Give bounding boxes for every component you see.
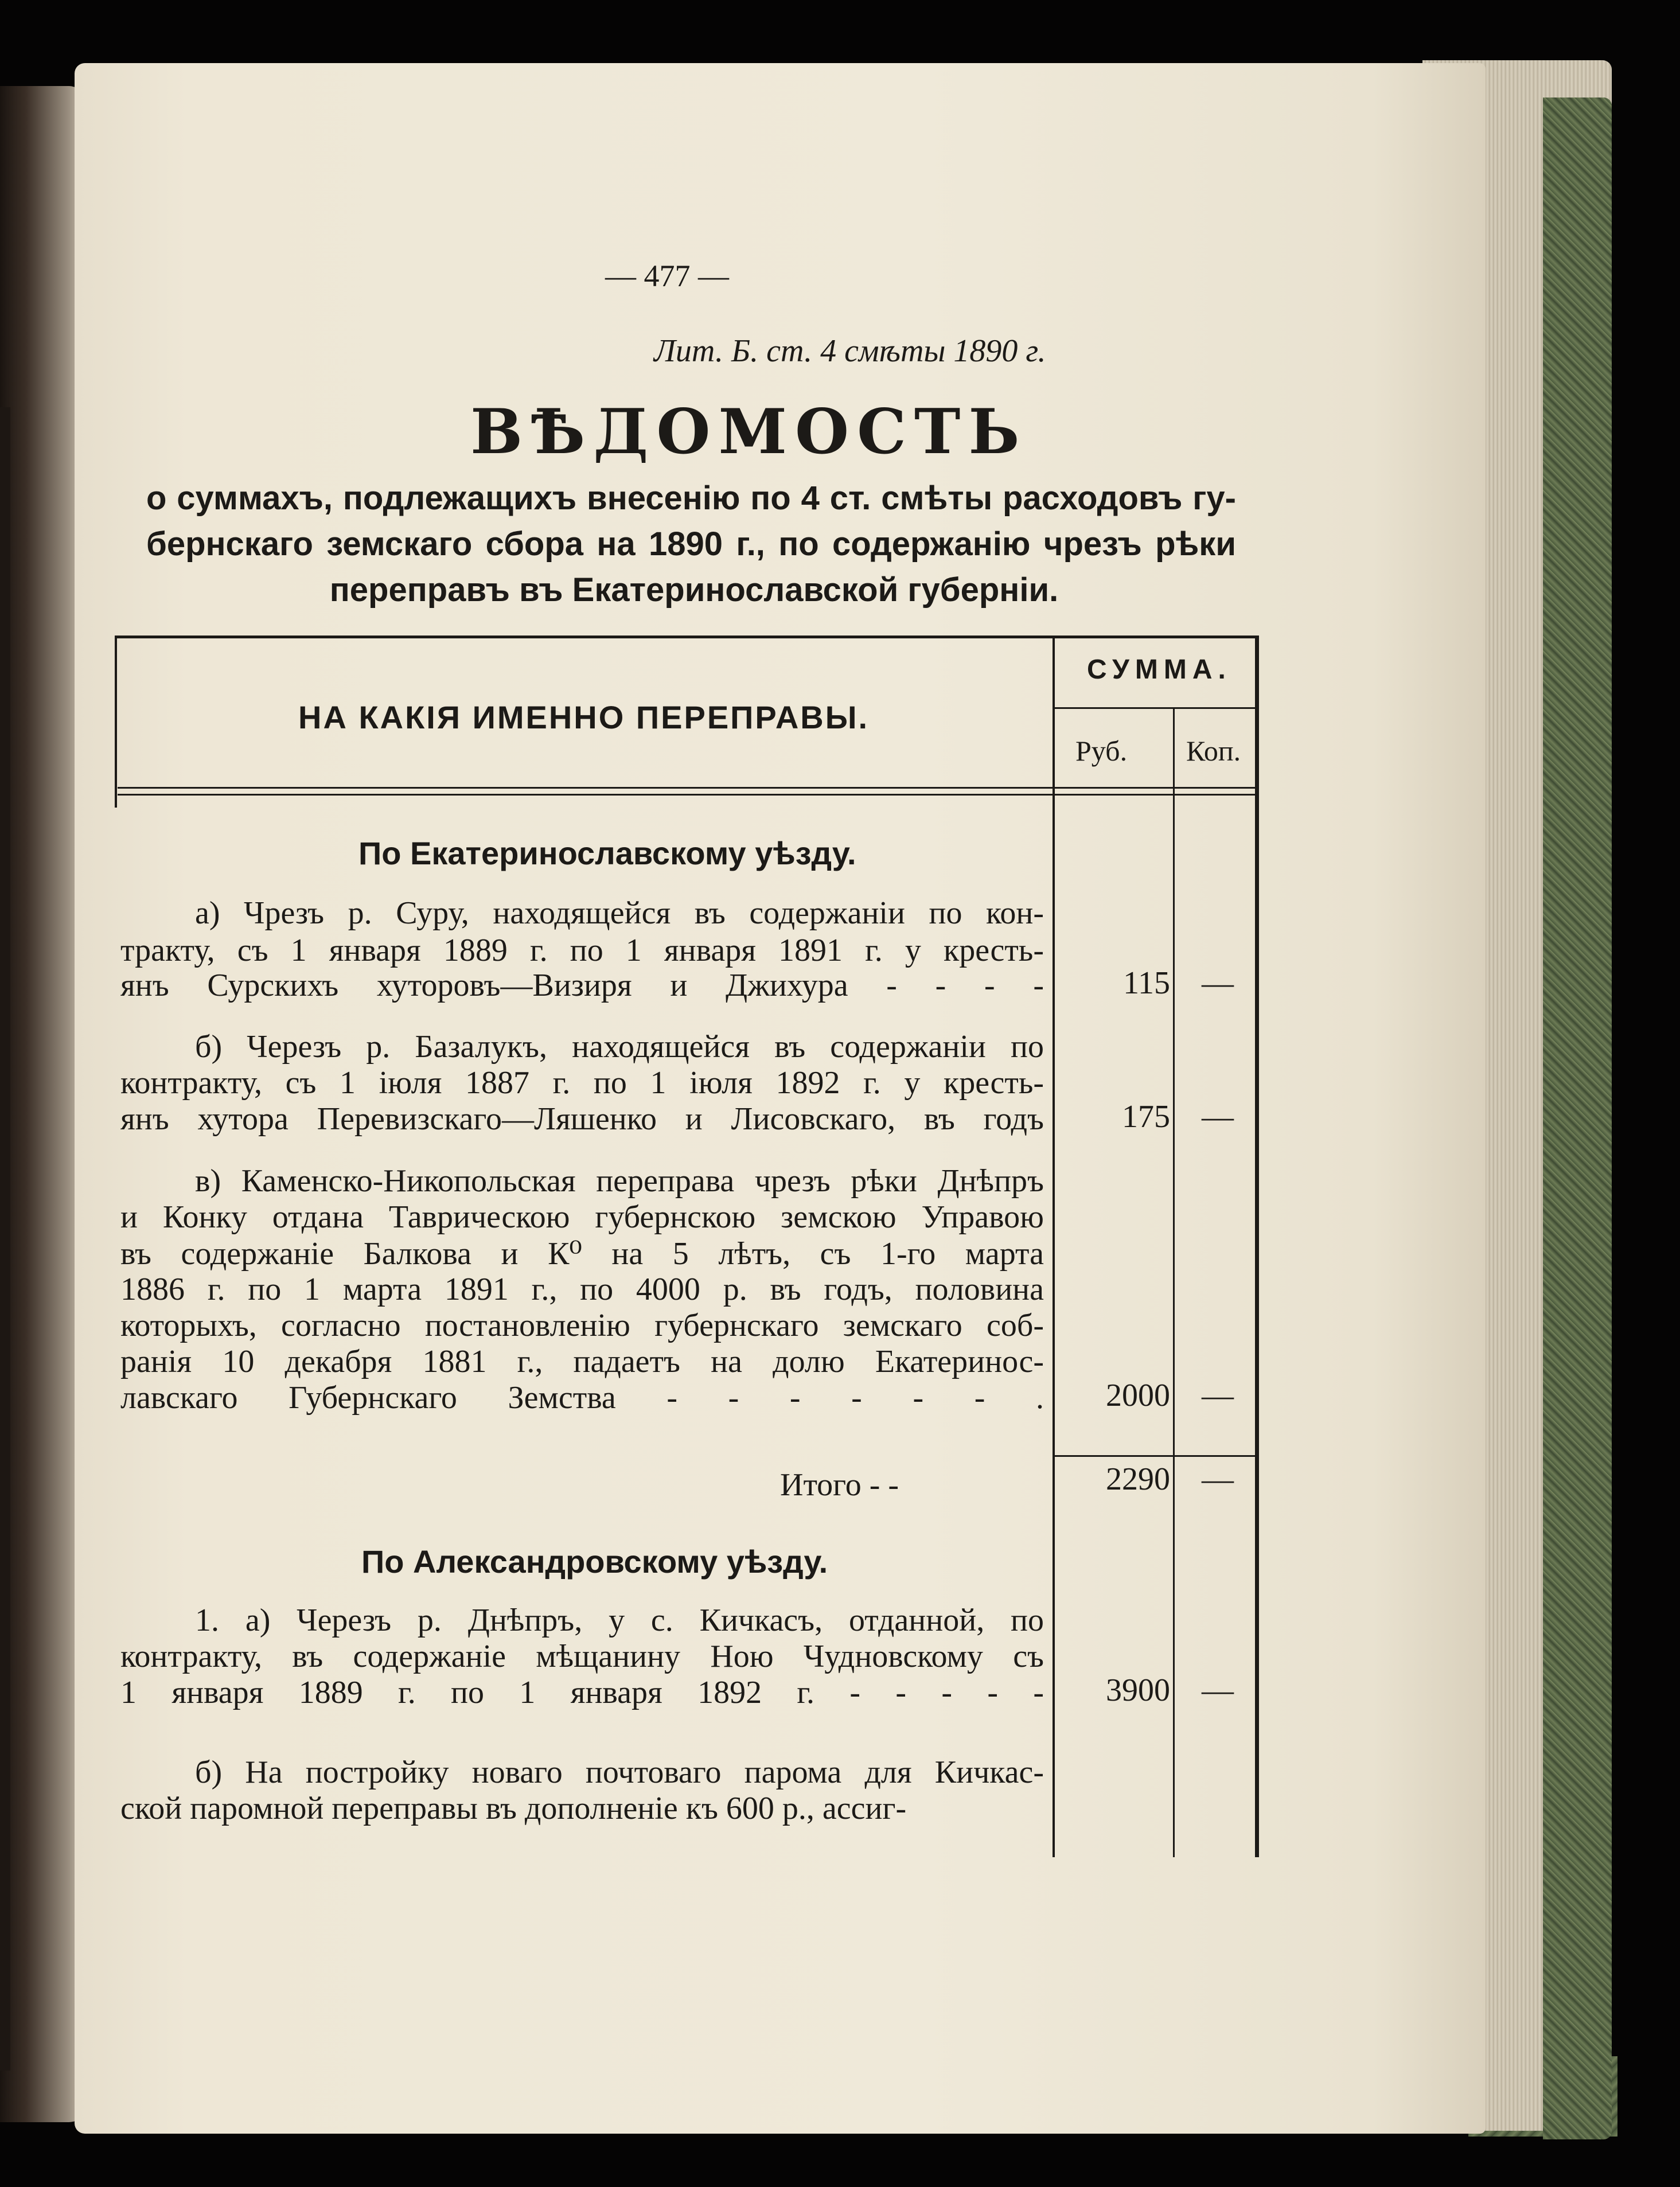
page-number: — 477 — [605, 259, 729, 293]
entry-a-kop: — [1202, 965, 1234, 1001]
section-heading-ekaterinoslav: По Екатеринославскому уѣзду. [358, 835, 856, 871]
entry-b-line-1: б) Черезъ р. Базалукъ, находящейся въ содержаніи по [195, 1029, 1044, 1065]
column-header-sum: СУММА. [1087, 654, 1231, 685]
entry-a-line-3: янъ Сурскихъ хуторовъ—Визиря и Джихура - - - - [120, 968, 1044, 1003]
entry-c-line-3: въ содержаніе Балкова и К⁰ на 5 лѣтъ, съ 1-го марта [120, 1236, 1044, 1272]
left-page-edge [0, 86, 86, 2122]
entry-c-kop: — [1202, 1378, 1234, 1413]
entry-b-line-2: контракту, съ 1 іюля 1887 г. по 1 іюля 1892 г. у кресть- [120, 1065, 1044, 1101]
entry-c-line-1: в) Каменско-Никопольская переправа чрезъ рѣки Днѣпръ [195, 1163, 1044, 1199]
subtitle-line-3: переправъ въ Екатеринославской губерніи. [329, 571, 1059, 609]
section-heading-aleksandrovsk: По Александровскому уѣзду. [361, 1543, 828, 1580]
header-bottom-rule-1 [118, 787, 1256, 789]
table-left-rule [115, 636, 117, 808]
header-bottom-rule-2 [118, 794, 1256, 796]
section1-total-rub: 2290 [1106, 1461, 1170, 1497]
table-top-rule [115, 636, 1259, 638]
entry-c-line-7: лавскаго Губернскаго Земства - - - - - - . [120, 1380, 1044, 1416]
column-header-ferries: НА КАКІЯ ИМЕННО ПЕРЕПРАВЫ. [298, 699, 870, 735]
table-right-rule [1255, 636, 1259, 1857]
section1-total-kop: — [1202, 1461, 1234, 1497]
entry-1b-line-1: б) На постройку новаго почтоваго парома для Кичкас- [195, 1755, 1044, 1790]
budget-reference: Лит. Б. ст. 4 смѣты 1890 г. [654, 333, 1046, 369]
entry-1a-line-2: контракту, въ содержаніе мѣщанину Ною Чудновскому съ [120, 1639, 1044, 1674]
total-rule [1053, 1455, 1256, 1457]
rub-column-rule [1053, 636, 1055, 1857]
entry-1a-kop: — [1202, 1673, 1234, 1708]
entry-a-rub: 115 [1123, 965, 1170, 1001]
entry-c-rub: 2000 [1106, 1378, 1170, 1413]
kop-column-rule [1173, 708, 1175, 1857]
document-title: ВѢДОМОСТЬ [470, 396, 1028, 468]
entry-1b-line-2: ской паромной переправы въ дополненіе къ 600 р., ассиг- [120, 1791, 907, 1826]
left-page-rule [0, 407, 10, 2071]
book-cover-edge [1543, 98, 1612, 2139]
entry-b-kop: — [1202, 1099, 1234, 1135]
entry-1a-rub: 3900 [1106, 1673, 1170, 1708]
entry-1a-line-1: 1. а) Черезъ р. Днѣпръ, у с. Кичкасъ, отданной, по [195, 1603, 1044, 1638]
sum-header-rule [1053, 707, 1256, 709]
section1-total-label: Итого - - [780, 1467, 899, 1503]
column-header-kop: Коп. [1186, 735, 1241, 767]
entry-a-line-1: а) Чрезъ р. Суру, находящейся въ содержаніи по кон- [195, 895, 1044, 931]
entry-c-line-5: которыхъ, согласно постановленію губернскаго земскаго соб- [120, 1308, 1044, 1343]
subtitle-line-1: о суммахъ, подлежащихъ внесенію по 4 ст. смѣты расходовъ гу- [146, 479, 1236, 517]
entry-1a-line-3: 1 января 1889 г. по 1 января 1892 г. - - - - - [120, 1675, 1044, 1710]
entry-b-rub: 175 [1122, 1099, 1170, 1135]
subtitle-line-2: бернскаго земскаго сбора на 1890 г., по содержанію чрезъ рѣки [146, 525, 1236, 563]
entry-c-line-6: ранія 10 декабря 1881 г., падаетъ на долю Екатеринос- [120, 1344, 1044, 1379]
column-header-rub: Руб. [1075, 735, 1128, 767]
entry-b-line-3: янъ хутора Перевизскаго—Ляшенко и Лисовскаго, въ годъ [120, 1101, 1044, 1137]
entry-c-line-2: и Конку отдана Таврическою губернскою земскою Управою [120, 1199, 1044, 1235]
entry-c-line-4: 1886 г. по 1 марта 1891 г., по 4000 р. въ годъ, половина [120, 1272, 1044, 1307]
entry-a-line-2: тракту, съ 1 января 1889 г. по 1 января 1891 г. у кресть- [120, 933, 1044, 968]
